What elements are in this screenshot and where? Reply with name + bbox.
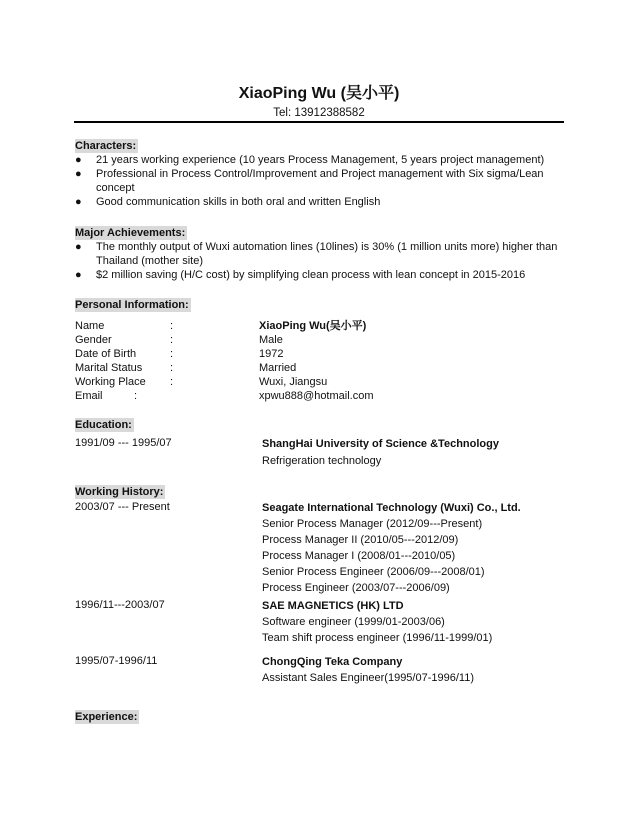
work-role: Senior Process Engineer (2006/09---2008/01) xyxy=(262,566,485,578)
list-item: ● Good communication skills in both oral and written English xyxy=(75,196,381,208)
work-company: SAE MAGNETICS (HK) LTD xyxy=(262,600,404,612)
resume-page: XiaoPing Wu (吴小平) Tel: 13912388582 Characters: ● 21 years working experience (10 years Process Management, 5 years project management) ● Professional in Process Control/Improvement and Project management with Six sigma/Lean concept ● Good communication skills in both oral and written English Major Achievements: ● The monthly output of Wuxi automation lines (10lines) is 30% (1 million units more) higher than Thailand (mother site) ● $2 million saving (H/C cost) by simplifying clean process with lean concept in 2015-2016 Personal Information: Name : XiaoPing Wu(吴小平) Gender : Male Date of Birth : 1972 Marital Status : Married Working Place : Wuxi, Jiangsu Email : xpwu888@hotmail.com Education: 1991/09 --- 1995/07 ShangHai University of Science &Technology Refrigeration technology Working History: 2003/07 --- Present Seagate International Technology (Wuxi) Co., Ltd. Senior Process Manager (2012/09---Present) Process Manager II (2010/05---2012/09) Process Manager I (2008/01---2010/05) Senior Process Engineer (2006/09---2008/01) Process Engineer (2003/07---2006/09) 1996/11---2003/07 SAE MAGNETICS (HK) LTD Software engineer (1999/01-2003/06) Team shift process engineer (1996/11-1999/01) 1995/07-1996/11 ChongQing Teka Company Assistant Sales Engineer(1995/07-1996/11) Experience: xyxy=(0,0,638,826)
list-item: ● Professional in Process Control/Improvement and Project management with Six sigma/Lean concept xyxy=(75,168,544,194)
work-role: Assistant Sales Engineer(1995/07-1996/11) xyxy=(262,672,474,684)
work-role: Process Manager II (2010/05---2012/09) xyxy=(262,534,459,546)
header-divider xyxy=(74,121,564,123)
education-school: ShangHai University of Science &Technology xyxy=(262,438,499,450)
resume-name: XiaoPing Wu (吴小平) xyxy=(238,85,400,102)
bullet-icon: ● xyxy=(75,269,82,281)
work-heading: Working History: xyxy=(75,486,164,498)
personal-heading: Personal Information: xyxy=(75,299,189,311)
resume-phone: Tel: 13912388582 xyxy=(273,107,365,119)
list-item: ● $2 million saving (H/C cost) by simplifying clean process with lean concept in 2015-2016 xyxy=(75,269,526,281)
education-major: Refrigeration technology xyxy=(262,455,382,467)
bullet-icon: ● xyxy=(75,196,82,208)
work-role: Process Manager I (2008/01---2010/05) xyxy=(262,550,456,562)
achievements-heading: Major Achievements: xyxy=(75,227,186,239)
bullet-icon: ● xyxy=(75,154,82,166)
work-company: Seagate International Technology (Wuxi) Co., Ltd. xyxy=(262,502,521,514)
work-role: Software engineer (1999/01-2003/06) xyxy=(262,616,445,628)
bullet-icon: ● xyxy=(75,241,82,253)
characters-list xyxy=(75,153,565,209)
work-role: Senior Process Manager (2012/09---Present) xyxy=(262,518,483,530)
achievements-list xyxy=(75,240,565,282)
education-heading: Education: xyxy=(75,419,132,431)
work-period: 1995/07-1996/11 xyxy=(75,655,158,667)
work-period: 2003/07 --- Present xyxy=(75,501,170,513)
education-period: 1991/09 --- 1995/07 xyxy=(75,437,172,449)
experience-heading: Experience: xyxy=(75,711,138,723)
characters-heading: Characters: xyxy=(75,140,137,152)
work-company: ChongQing Teka Company xyxy=(262,656,403,668)
work-role: Process Engineer (2003/07---2006/09) xyxy=(262,582,450,594)
bullet-icon: ● xyxy=(75,168,82,180)
work-period: 1996/11---2003/07 xyxy=(75,599,165,611)
list-item: ● The monthly output of Wuxi automation lines (10lines) is 30% (1 million units more) higher than Thailand (mother site) xyxy=(75,241,558,267)
work-role: Team shift process engineer (1996/11-1999/01) xyxy=(262,632,493,644)
list-item: ● 21 years working experience (10 years Process Management, 5 years project management) xyxy=(75,154,545,166)
